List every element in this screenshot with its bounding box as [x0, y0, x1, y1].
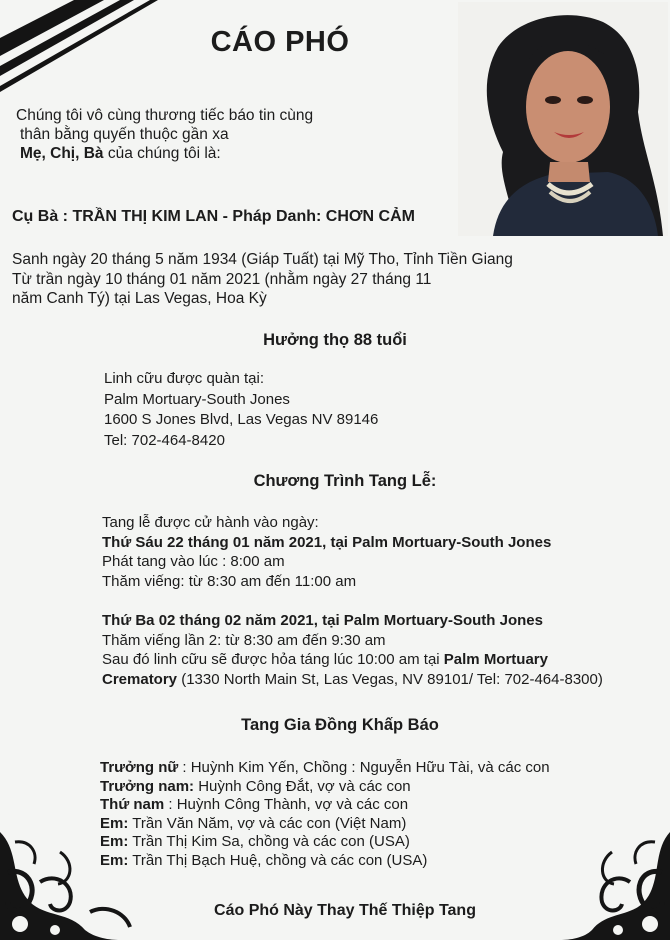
life-dates: [12, 250, 513, 309]
family-names: Trần Thị Bạch Huệ, chồng và các con (USA): [128, 851, 428, 869]
family-member: [100, 759, 550, 778]
family-names: : Huỳnh Công Thành, vợ và các con: [164, 796, 409, 813]
family-names: : Huỳnh Kim Yến, Chồng : Nguyễn Hữu Tài, và các con: [178, 759, 550, 776]
corner-ornament-right-icon: [540, 812, 670, 940]
program-day-2-b: [102, 650, 662, 670]
family-member: [100, 833, 550, 852]
program-day-2-a: Thăm viếng lần 2: từ 8:30 am đến 9:30 am: [102, 631, 386, 649]
portrait-photo: [458, 2, 668, 236]
program-day-2: Thứ Ba 02 tháng 02 năm 2021, tại Palm Mortuary-South Jones: [102, 612, 543, 629]
family-names: Trần Thị Kim Sa, chồng và các con (USA): [128, 833, 410, 850]
intro-line-2: thân bằng quyến thuộc gần xa: [20, 126, 229, 143]
mortuary-line: Tel: 702-464-8420: [104, 431, 225, 449]
mortuary-line: Linh cữu được quàn tại:: [104, 370, 265, 387]
program-day-2-c-bold: Crematory: [102, 670, 178, 688]
mortuary-line: 1600 S Jones Blvd, Las Vegas NV 89146: [104, 411, 379, 428]
birth-line: Sanh ngày 20 tháng 5 năm 1934 (Giáp Tuất) tại Mỹ Tho, Tỉnh Tiền Giang: [12, 251, 513, 268]
family-list: [100, 759, 550, 870]
family-member: [100, 778, 550, 797]
family-role: Em:: [100, 851, 129, 869]
program-day-1: Thứ Sáu 22 tháng 01 năm 2021, tại Palm Mortuary-South Jones: [102, 533, 552, 551]
program-day-2-c-text: (1330 North Main St, Las Vegas, NV 89101/ Tel: 702-464-8300): [177, 670, 603, 688]
funeral-program: [102, 513, 662, 689]
deceased-name: Cụ Bà : TRẦN THỊ KIM LAN - Pháp Danh: CHƠN CẢM: [12, 208, 415, 225]
family-role: Trưởng nam:: [100, 777, 195, 795]
intro-line-3-rest: của chúng tôi là:: [103, 145, 221, 162]
intro-text: [16, 106, 313, 163]
footer-note: Cáo Phó Này Thay Thế Thiệp Tang: [214, 902, 476, 919]
program-heading: Chương Trình Tang Lễ:: [253, 472, 437, 490]
family-names: Trần Văn Năm, vợ và các con (Việt Nam): [128, 814, 407, 832]
mortuary-info: [104, 369, 378, 451]
mortuary-line: Palm Mortuary-South Jones: [104, 390, 290, 408]
program-intro: Tang lễ được cử hành vào ngày:: [102, 514, 319, 531]
program-day-2-c: [102, 670, 662, 690]
intro-line-1: Chúng tôi vô cùng thương tiếc báo tin cùng: [16, 107, 314, 124]
program-day-1-a: Phát tang vào lúc : 8:00 am: [102, 553, 285, 570]
family-role: Trưởng nữ: [100, 759, 179, 776]
family-heading: Tang Gia Đồng Khấp Báo: [241, 716, 439, 734]
family-names: Huỳnh Công Đắt, vợ và các con: [194, 777, 411, 795]
family-member: [100, 852, 550, 871]
intro-line-3: [16, 144, 313, 163]
corner-ornament-left-icon: [0, 812, 150, 940]
family-role: Em:: [100, 814, 129, 832]
death-line: Từ trần ngày 10 tháng 01 năm 2021 (nhằm ngày 27 tháng 11: [12, 270, 432, 288]
program-day-1-b: Thăm viếng: từ 8:30 am đến 11:00 am: [102, 572, 357, 590]
program-day-2-b-bold: Palm Mortuary: [443, 651, 548, 668]
family-role: Thứ nam: [100, 796, 165, 813]
family-member: [100, 815, 550, 834]
family-member: [100, 796, 550, 815]
intro-relations: Mẹ, Chị, Bà: [20, 145, 104, 162]
age-heading: Hưởng thọ 88 tuổi: [263, 331, 407, 349]
family-role: Em:: [100, 833, 129, 850]
page-title: CÁO PHÓ: [210, 26, 350, 58]
program-day-2-b-text: Sau đó linh cữu sẽ được hỏa táng lúc 10:00 am tại: [102, 651, 444, 668]
death-line-cont: năm Canh Tý) tại Las Vegas, Hoa Kỳ: [12, 290, 267, 307]
mourning-ribbon: [0, 0, 200, 120]
